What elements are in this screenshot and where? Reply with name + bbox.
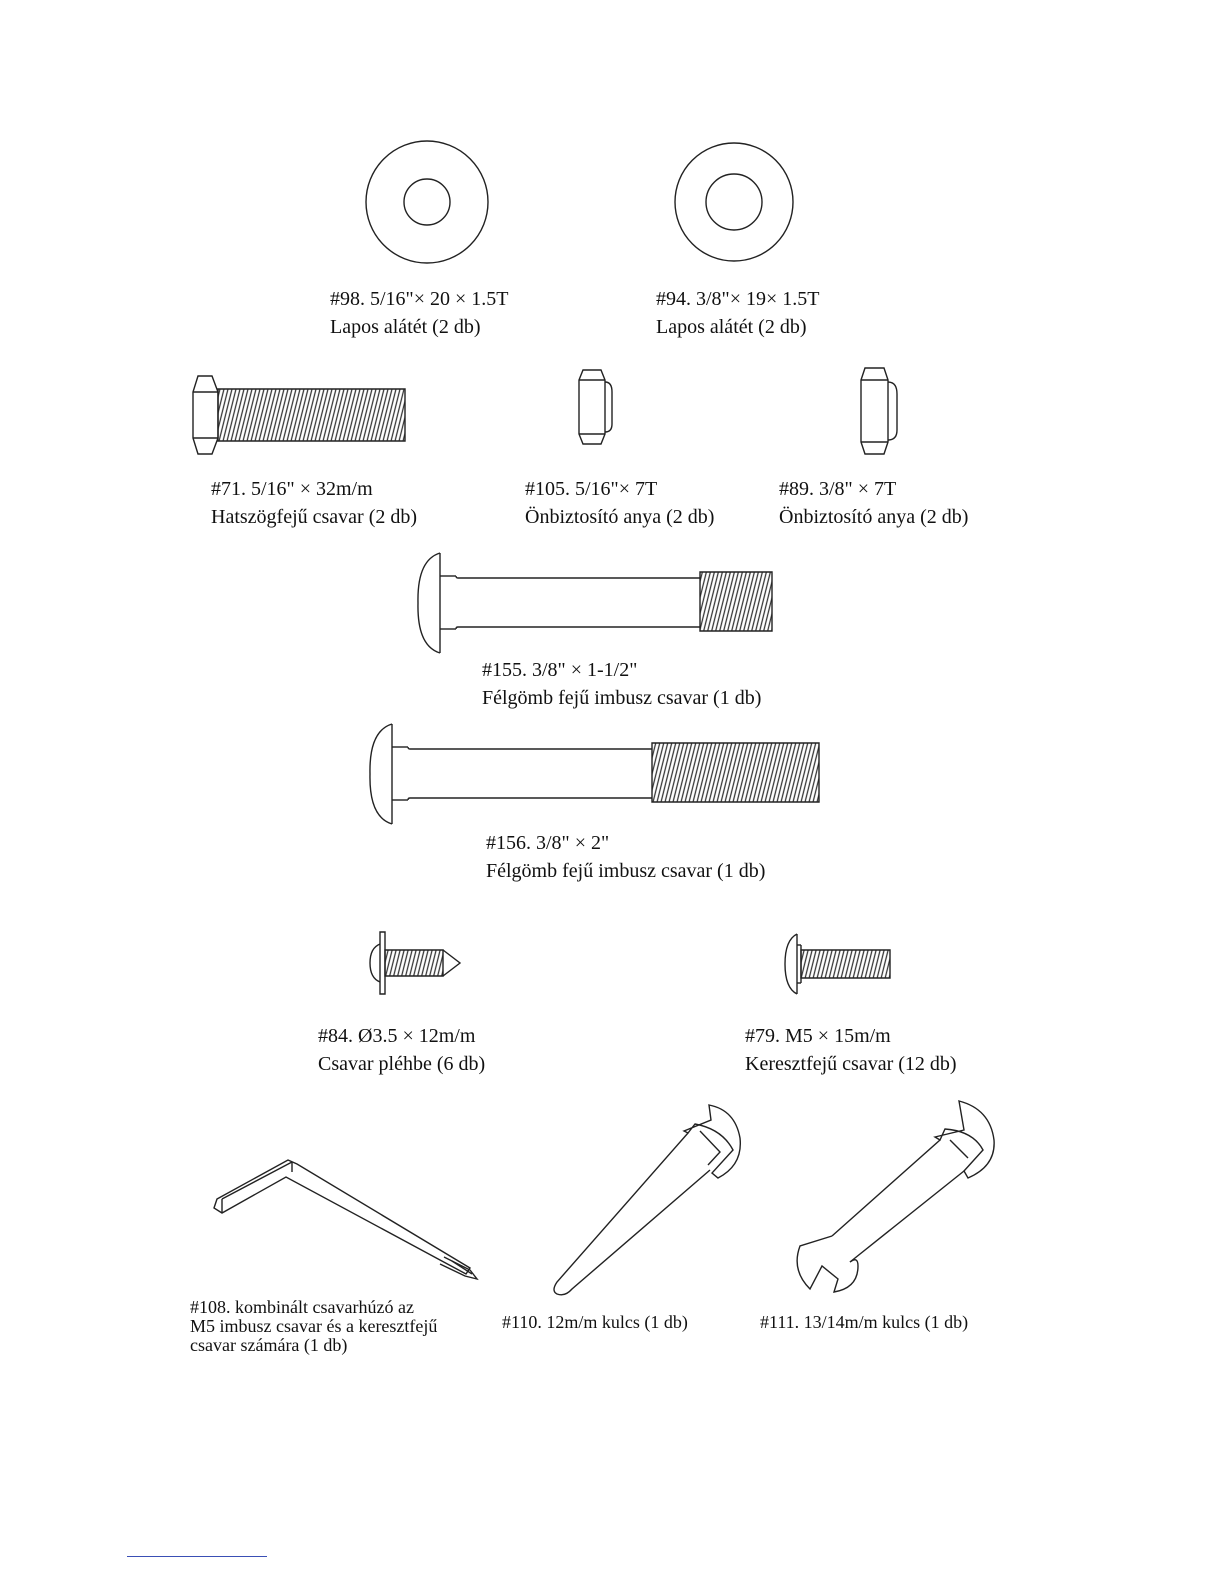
part-code-94: #94. 3/8"× 19× 1.5T: [656, 288, 820, 310]
part-code-110: #110. 12m/m kulcs (1 db): [502, 1312, 688, 1332]
part-desc-71: Hatszögfejű csavar (2 db): [211, 506, 418, 528]
part-code-84: #84. Ø3.5 × 12m/m: [318, 1025, 476, 1047]
part-label-111: [760, 1313, 968, 1332]
part-desc-105: Önbiztosító anya (2 db): [525, 506, 715, 528]
part-desc-155: Félgömb fejű imbusz csavar (1 db): [482, 687, 762, 709]
button-bolt-156-icon: [370, 724, 819, 824]
part-label-94: [656, 285, 820, 341]
part-line1-108: #108. kombinált csavarhúzó az: [190, 1297, 414, 1317]
part-label-156: [486, 829, 765, 885]
part-label-105: [525, 475, 714, 531]
washer-94-icon: [675, 143, 793, 261]
part-label-71: [211, 475, 417, 531]
lock-nut-105-icon: [579, 370, 612, 444]
button-bolt-155-icon: [418, 553, 772, 653]
part-code-98: #98. 5/16"× 20 × 1.5T: [330, 288, 509, 310]
part-code-156: #156. 3/8" × 2": [486, 832, 610, 854]
part-label-108: [190, 1298, 437, 1355]
footnote-divider: [127, 1556, 267, 1557]
part-code-111: #111. 13/14m/m kulcs (1 db): [760, 1312, 969, 1332]
sheet-screw-84-icon: [370, 932, 460, 994]
part-desc-156: Félgömb fejű imbusz csavar (1 db): [486, 860, 766, 882]
part-code-71: #71. 5/16" × 32m/m: [211, 478, 373, 500]
part-line2-108: M5 imbusz csavar és a keresztfejű: [190, 1316, 438, 1336]
part-desc-79: Keresztfejű csavar (12 db): [745, 1053, 957, 1075]
part-desc-89: Önbiztosító anya (2 db): [779, 506, 969, 528]
combination-key-108-icon: [214, 1160, 477, 1279]
part-label-98: [330, 285, 509, 341]
part-desc-94: Lapos alátét (2 db): [656, 316, 807, 338]
lock-nut-89-icon: [861, 368, 897, 454]
part-code-105: #105. 5/16"× 7T: [525, 478, 658, 500]
part-label-84: [318, 1022, 485, 1078]
part-desc-98: Lapos alátét (2 db): [330, 316, 481, 338]
hex-bolt-71-icon: [193, 376, 405, 454]
washer-98-icon: [366, 141, 488, 263]
part-code-155: #155. 3/8" × 1-1/2": [482, 659, 638, 681]
part-label-155: [482, 656, 761, 712]
wrench-111-icon: [797, 1101, 994, 1292]
wrench-110-icon: [554, 1105, 740, 1295]
part-label-89: [779, 475, 968, 531]
part-desc-84: Csavar pléhbe (6 db): [318, 1053, 486, 1075]
part-code-79: #79. M5 × 15m/m: [745, 1025, 891, 1047]
part-line3-108: csavar számára (1 db): [190, 1335, 348, 1355]
part-label-79: [745, 1022, 957, 1078]
cross-screw-79-icon: [785, 934, 890, 994]
part-label-110: [502, 1313, 688, 1332]
part-code-89: #89. 3/8" × 7T: [779, 478, 897, 500]
